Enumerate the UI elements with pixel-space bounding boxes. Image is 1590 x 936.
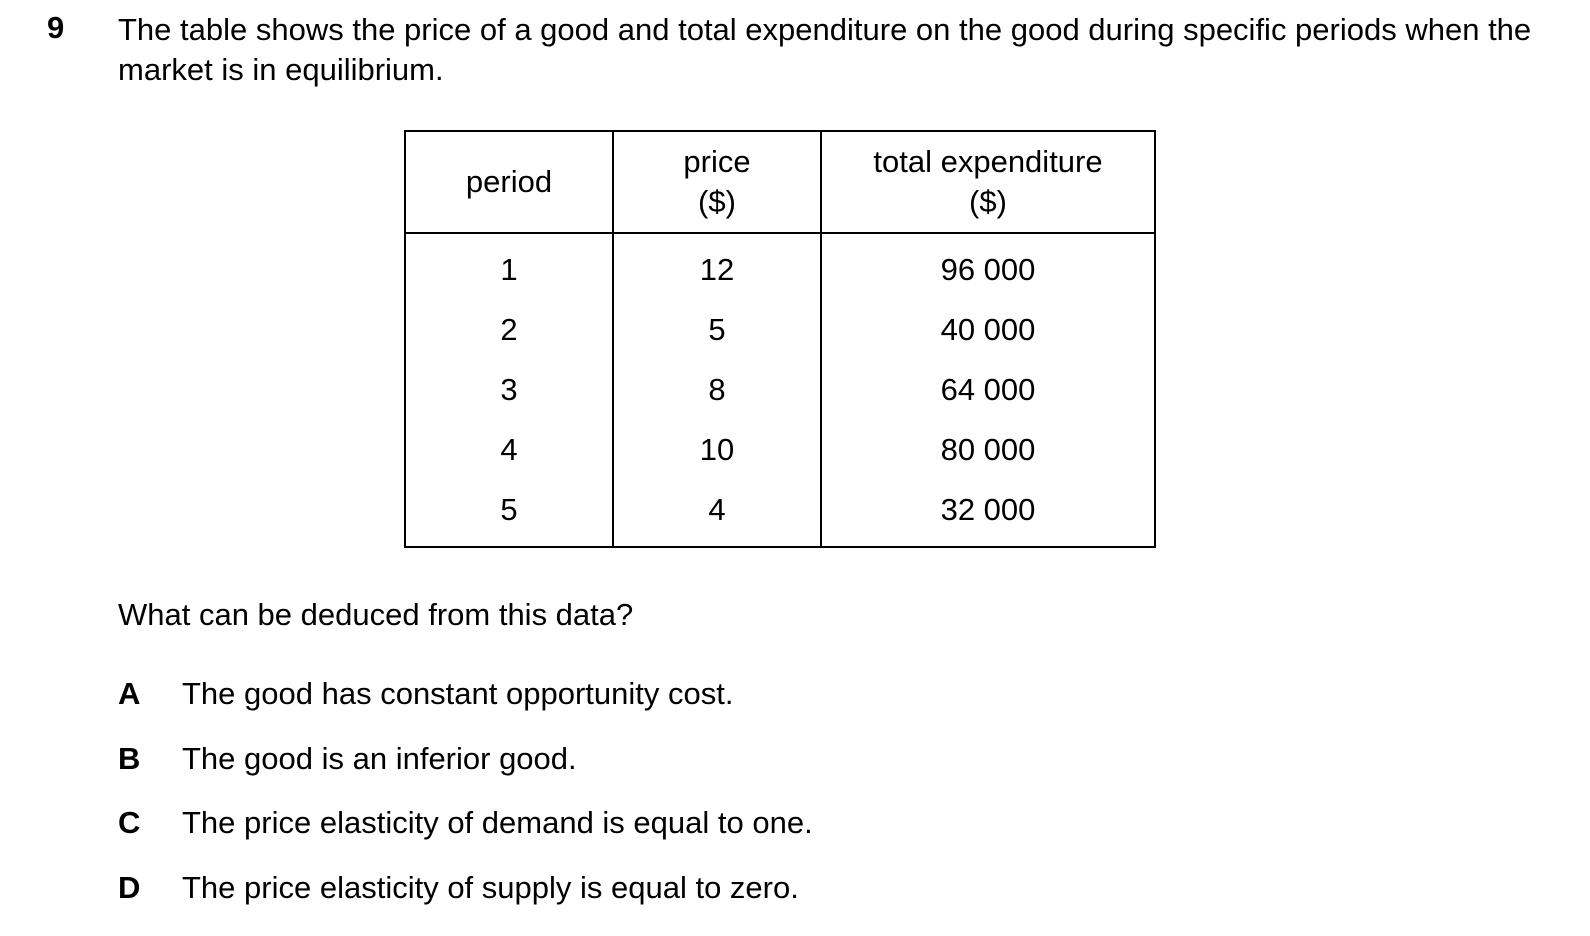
header-price	[613, 131, 821, 233]
header-expenditure-unit: ($)	[969, 184, 1007, 219]
table-row	[405, 300, 1155, 360]
cell-price: 12	[613, 233, 821, 300]
option-text: The good is an inferior good.	[182, 740, 577, 776]
table-row	[405, 420, 1155, 480]
cell-expenditure: 64 000	[821, 360, 1155, 420]
option-text: The good has constant opportunity cost.	[182, 676, 734, 711]
cell-expenditure: 40 000	[821, 300, 1155, 360]
cell-period: 2	[405, 300, 613, 360]
header-price-unit: ($)	[698, 184, 736, 219]
header-expenditure	[821, 131, 1155, 233]
answer-options	[118, 676, 813, 934]
cell-period: 5	[405, 480, 613, 547]
question-stem: The table shows the price of a good and total expenditure on the good during specific periods when the market is in equilibrium.	[118, 12, 1532, 87]
cell-period: 4	[405, 420, 613, 480]
table-row	[405, 233, 1155, 300]
cell-expenditure: 80 000	[821, 420, 1155, 480]
question-number: 9	[47, 10, 65, 45]
table-row	[405, 360, 1155, 420]
option-text: The price elasticity of supply is equal to zero.	[182, 869, 799, 905]
cell-price: 10	[613, 420, 821, 480]
option-c[interactable]	[118, 805, 813, 870]
cell-price: 8	[613, 360, 821, 420]
question-prompt: What can be deduced from this data?	[118, 597, 634, 632]
option-b[interactable]	[118, 741, 813, 806]
cell-period: 1	[405, 233, 613, 300]
table-row	[405, 480, 1155, 547]
option-letter: B	[118, 740, 141, 776]
cell-price: 5	[613, 300, 821, 360]
option-a[interactable]	[118, 676, 813, 741]
header-expenditure-label: total expenditure	[873, 144, 1103, 179]
option-letter: C	[118, 805, 141, 840]
cell-expenditure: 96 000	[821, 233, 1155, 300]
cell-period: 3	[405, 360, 613, 420]
cell-expenditure: 32 000	[821, 480, 1155, 547]
header-price-label: price	[683, 144, 751, 179]
header-period-label: period	[465, 164, 553, 199]
option-text: The price elasticity of demand is equal to one.	[182, 805, 813, 840]
table-header-row	[405, 131, 1155, 233]
cell-price: 4	[613, 480, 821, 547]
data-table	[404, 130, 1156, 548]
header-period	[405, 131, 613, 233]
option-letter: A	[118, 676, 141, 711]
option-letter: D	[118, 869, 141, 905]
option-d[interactable]	[118, 870, 813, 935]
